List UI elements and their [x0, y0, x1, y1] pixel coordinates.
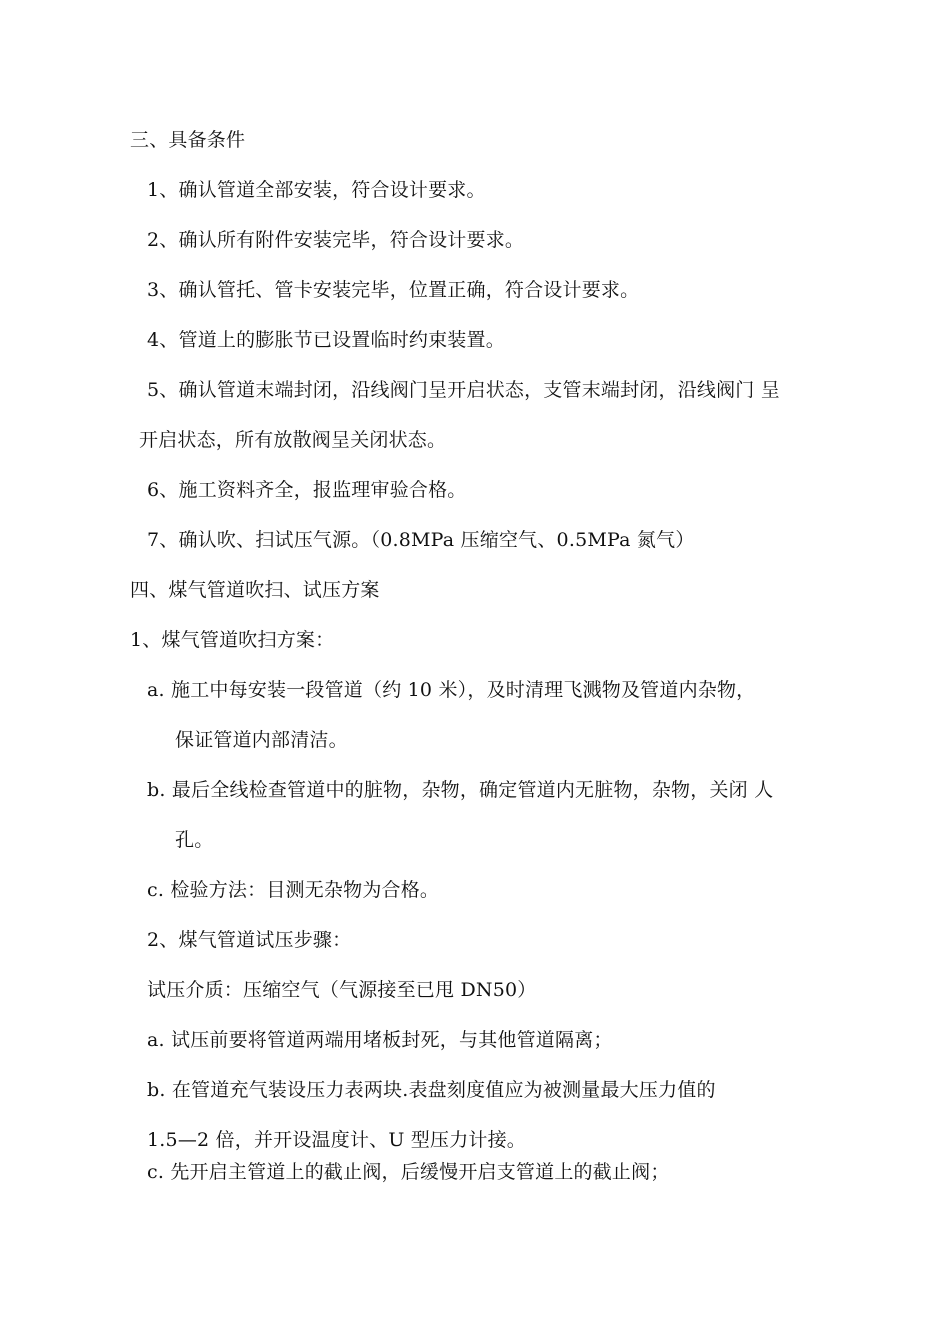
pressure-step-b-line-2: 1.5—2 倍，并开设温度计、U 型压力计接。	[147, 1129, 526, 1151]
section-heading-conditions: 三、具备条件	[130, 129, 246, 151]
condition-item-1: 1、确认管道全部安装，符合设计要求。	[147, 179, 486, 201]
condition-item-6: 6、施工资料齐全，报监理审验合格。	[147, 479, 467, 501]
section-heading-purge-test: 四、煤气管道吹扫、试压方案	[130, 579, 380, 601]
pressure-test-title: 2、煤气管道试压步骤：	[147, 929, 352, 951]
condition-item-5-line-1: 5、确认管道末端封闭，沿线阀门呈开启状态，支管末端封闭，沿线阀门 呈	[147, 379, 780, 401]
purge-step-a-line-2: 保证管道内部清洁。	[175, 729, 348, 751]
condition-item-3: 3、确认管托、管卡安装完毕，位置正确，符合设计要求。	[147, 279, 640, 301]
condition-item-4: 4、管道上的膨胀节已设置临时约束装置。	[147, 329, 505, 351]
pressure-step-a: a. 试压前要将管道两端用堵板封死，与其他管道隔离；	[147, 1029, 613, 1051]
purge-plan-title: 1、煤气管道吹扫方案：	[130, 629, 335, 651]
purge-step-b-line-1: b. 最后全线检查管道中的脏物，杂物，确定管道内无脏物，杂物，关闭 人	[147, 779, 774, 801]
purge-step-c: c. 检验方法：目测无杂物为合格。	[147, 879, 440, 901]
pressure-step-b-line-1: b. 在管道充气装设压力表两块.表盘刻度值应为被测量最大压力值的	[147, 1079, 716, 1101]
purge-step-a-line-1: a. 施工中每安装一段管道（约 10 米），及时清理飞溅物及管道内杂物，	[147, 679, 756, 701]
pressure-step-c: c. 先开启主管道上的截止阀，后缓慢开启支管道上的截止阀；	[147, 1161, 670, 1183]
purge-step-b-line-2: 孔。	[175, 829, 214, 851]
condition-item-2: 2、确认所有附件安装完毕，符合设计要求。	[147, 229, 525, 251]
condition-item-5-line-2: 开启状态，所有放散阀呈关闭状态。	[139, 429, 447, 451]
pressure-test-medium: 试压介质：压缩空气（气源接至已甩 DN50）	[147, 979, 537, 1001]
condition-item-7: 7、确认吹、扫试压气源。（0.8MPa 压缩空气、0.5MPa 氮气）	[147, 529, 695, 551]
